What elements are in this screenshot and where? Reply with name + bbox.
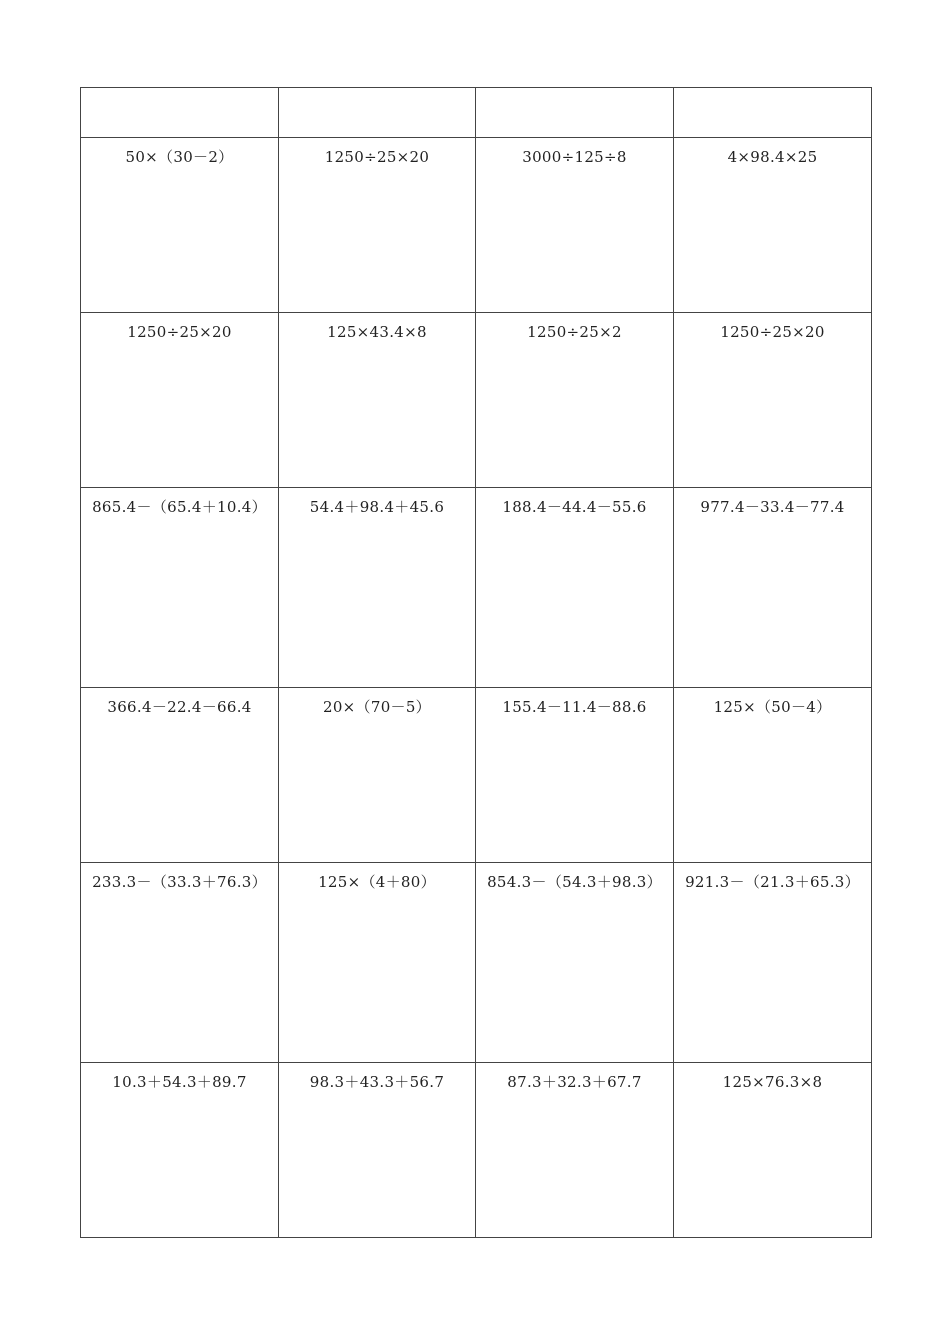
problem-cell: 20×（70－5） xyxy=(279,688,476,863)
header-cell xyxy=(476,88,674,138)
problem-cell: 125×43.4×8 xyxy=(279,313,476,488)
problem-cell: 366.4－22.4－66.4 xyxy=(81,688,279,863)
problem-cell: 10.3＋54.3＋89.7 xyxy=(81,1063,279,1238)
table-row xyxy=(81,138,872,313)
problem-cell: 54.4＋98.4＋45.6 xyxy=(279,488,476,688)
table-row xyxy=(81,863,872,1063)
table-row xyxy=(81,488,872,688)
header-cell xyxy=(81,88,279,138)
table-row xyxy=(81,688,872,863)
problem-cell: 865.4－（65.4＋10.4） xyxy=(81,488,279,688)
problem-cell: 1250÷25×20 xyxy=(81,313,279,488)
problem-cell: 125×（4＋80） xyxy=(279,863,476,1063)
problem-cell: 977.4－33.4－77.4 xyxy=(674,488,872,688)
problem-cell: 50×（30－2） xyxy=(81,138,279,313)
problem-cell: 1250÷25×20 xyxy=(279,138,476,313)
table-row xyxy=(81,313,872,488)
problem-cell: 188.4－44.4－55.6 xyxy=(476,488,674,688)
problem-cell: 233.3－（33.3＋76.3） xyxy=(81,863,279,1063)
problem-cell: 125×（50－4） xyxy=(674,688,872,863)
problem-cell: 3000÷125÷8 xyxy=(476,138,674,313)
problem-table xyxy=(80,87,872,1238)
problem-cell: 155.4－11.4－88.6 xyxy=(476,688,674,863)
problem-cell: 1250÷25×2 xyxy=(476,313,674,488)
header-cell xyxy=(674,88,872,138)
problem-cell: 87.3＋32.3＋67.7 xyxy=(476,1063,674,1238)
problem-cell: 125×76.3×8 xyxy=(674,1063,872,1238)
problem-cell: 98.3＋43.3＋56.7 xyxy=(279,1063,476,1238)
problem-cell: 4×98.4×25 xyxy=(674,138,872,313)
header-cell xyxy=(279,88,476,138)
table-row xyxy=(81,1063,872,1238)
problem-cell: 1250÷25×20 xyxy=(674,313,872,488)
problem-cell: 921.3－（21.3＋65.3） xyxy=(674,863,872,1063)
table-header-row xyxy=(81,88,872,138)
problem-cell: 854.3－（54.3＋98.3） xyxy=(476,863,674,1063)
